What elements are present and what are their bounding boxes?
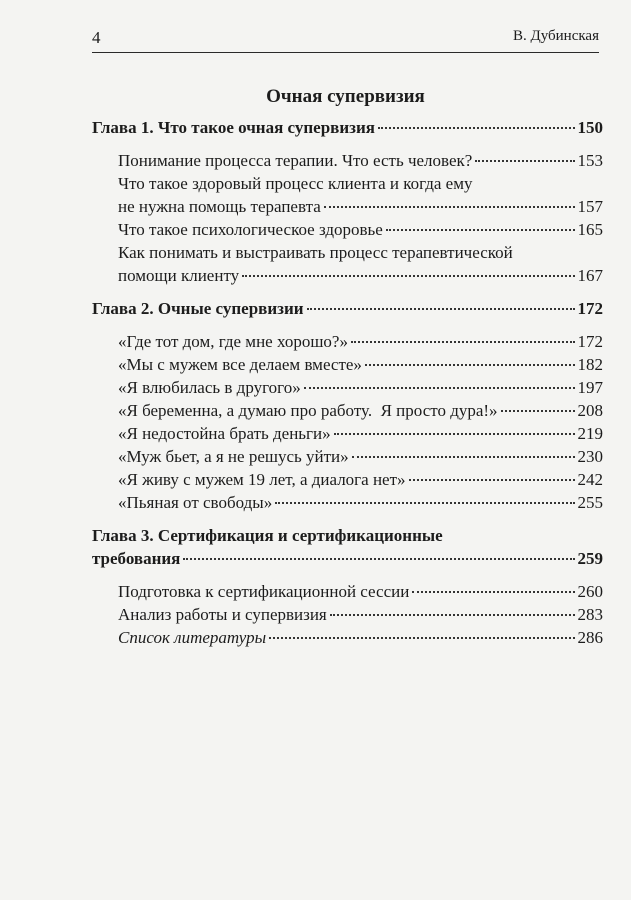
toc-page-number: 230 — [577, 447, 603, 466]
toc-page-number: 208 — [577, 401, 603, 420]
toc-entry-title: «Мы с мужем все делаем вместе» — [118, 355, 362, 374]
dot-leader — [351, 341, 575, 343]
toc-entry[interactable] — [92, 353, 603, 376]
toc-page-number: 197 — [577, 378, 603, 397]
toc-page-number: 167 — [577, 266, 603, 285]
toc-page-number: 219 — [577, 424, 603, 443]
toc-entry[interactable] — [92, 603, 603, 626]
toc-entry-title: «Пьяная от свободы» — [118, 493, 273, 512]
toc-entry-title: помощи клиенту — [118, 266, 240, 285]
dot-leader — [386, 229, 575, 231]
toc-entry-title: Подготовка к сертификационной сессии — [118, 582, 410, 601]
toc-entry-title: Список литературы — [118, 628, 267, 647]
toc-chapter-1[interactable] — [92, 116, 603, 139]
dot-leader — [378, 127, 575, 129]
toc-entry-title: «Я беременна, а думаю про работу. Я просто дура!» — [118, 401, 498, 420]
dot-leader — [275, 502, 574, 504]
toc-entry[interactable] — [92, 422, 603, 445]
toc-entry[interactable] — [92, 399, 603, 422]
toc-entry-title: Понимание процесса терапии. Что есть человек? — [118, 151, 473, 170]
header-rule — [92, 52, 599, 53]
toc-entry[interactable] — [92, 218, 603, 241]
toc-page-number: 283 — [577, 605, 603, 624]
toc-chapter-2[interactable] — [92, 297, 603, 320]
toc-entry[interactable] — [92, 580, 603, 603]
running-head: В. Дубинская — [512, 28, 599, 44]
toc-entry[interactable] — [92, 264, 603, 287]
dot-leader — [501, 410, 575, 412]
toc-entry-title: Анализ работы и супервизия — [118, 605, 327, 624]
dot-leader — [409, 479, 575, 481]
toc-entry[interactable] — [92, 445, 603, 468]
toc-chapter-3-line: Глава 3. Сертификация и сертификационные — [92, 526, 443, 545]
toc-page-number: 157 — [577, 197, 603, 216]
dot-leader — [324, 206, 575, 208]
toc-page-number: 153 — [577, 151, 603, 170]
toc-entry[interactable] — [92, 330, 603, 353]
page-header — [92, 28, 599, 52]
toc-chapter-3[interactable] — [92, 547, 603, 570]
toc-page-number: 182 — [577, 355, 603, 374]
dot-leader — [269, 637, 574, 639]
toc-entry[interactable] — [92, 195, 603, 218]
toc-entry-title: Что такое психологическое здоровье — [118, 220, 383, 239]
toc-entry-title: «Я влюбилась в другого» — [118, 378, 301, 397]
toc-page-number: 286 — [577, 628, 603, 647]
toc-page-number: 172 — [577, 299, 603, 318]
toc-page-number: 259 — [577, 549, 603, 568]
dot-leader — [365, 364, 575, 366]
toc-chapter-title: Глава 1. Что такое очная супервизия — [92, 118, 375, 137]
section-title: Очная супервизия — [266, 86, 425, 107]
toc-entry-line: Что такое здоровый процесс клиента и когда ему — [118, 174, 473, 193]
toc-entry-title: «Где тот дом, где мне хорошо?» — [118, 332, 348, 351]
dot-leader — [304, 387, 575, 389]
toc-entry[interactable] — [92, 491, 603, 514]
toc-entry-title: «Я живу с мужем 19 лет, а диалога нет» — [118, 470, 406, 489]
toc-entry[interactable] — [92, 376, 603, 399]
dot-leader — [412, 591, 574, 593]
dot-leader — [330, 614, 575, 616]
page-number: 4 — [92, 28, 101, 47]
table-of-contents — [92, 116, 603, 649]
toc-entry[interactable] — [92, 468, 603, 491]
toc-entry-title: не нужна помощь терапевта — [118, 197, 321, 216]
toc-page-number: 242 — [577, 470, 603, 489]
toc-page-number: 150 — [577, 118, 603, 137]
toc-page-number: 260 — [577, 582, 603, 601]
toc-entry[interactable] — [92, 149, 603, 172]
dot-leader — [352, 456, 575, 458]
toc-page-number: 172 — [577, 332, 603, 351]
dot-leader — [242, 275, 574, 277]
toc-page-number: 165 — [577, 220, 603, 239]
toc-page-number: 255 — [577, 493, 603, 512]
dot-leader — [475, 160, 574, 162]
dot-leader — [183, 558, 574, 560]
toc-entry-bibliography[interactable] — [92, 626, 603, 649]
toc-chapter-title: требования — [92, 549, 181, 568]
toc-entry-title: «Муж бьет, а я не решусь уйти» — [118, 447, 349, 466]
toc-entry-line: Как понимать и выстраивать процесс терапевтической — [118, 243, 513, 262]
toc-entry-title: «Я недостойна брать деньги» — [118, 424, 331, 443]
toc-chapter-title: Глава 2. Очные супервизии — [92, 299, 304, 318]
dot-leader — [307, 308, 575, 310]
dot-leader — [334, 433, 575, 435]
